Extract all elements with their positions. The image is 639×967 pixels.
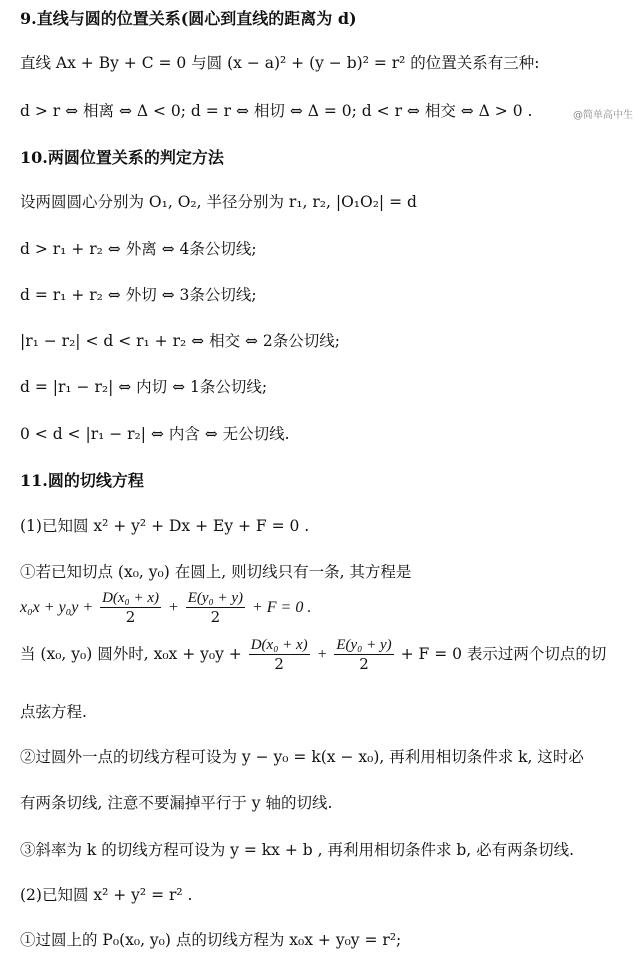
line-distance-cases: d > r ⇔ 相离 ⇔ Δ < 0; d = r ⇔ 相切 ⇔ Δ = 0; d < r ⇔ 相交 ⇔ Δ > 0 .: [20, 102, 533, 120]
line-chord-cont: 点弦方程.: [20, 703, 87, 721]
fraction-e-numerator: E(y₀ + y): [187, 590, 244, 606]
line-tangent-point-on-circle: ①若已知切点 (x₀, y₀) 在圆上, 则切线只有一条, 其方程是: [20, 563, 412, 581]
line-tangent-from-external: ②过圆外一点的切线方程可设为 y − y₀ = k(x − x₀), 再利用相切条件求 k, 这时必: [20, 748, 584, 766]
line-case-external-separate: d > r₁ + r₂ ⇔ 外离 ⇔ 4条公切线;: [20, 240, 257, 258]
eq-lhs: x₀x + y₀y +: [20, 599, 94, 616]
fraction-d-numerator: D(x₀ + x): [102, 590, 160, 606]
watermark: @简单高中生: [573, 110, 633, 121]
line-two-circles-setup: 设两圆圆心分别为 O₁, O₂, 半径分别为 r₁, r₂, |O₁O₂| = d: [20, 193, 417, 211]
section-10-title: 10.两圆位置关系的判定方法: [20, 148, 224, 167]
line-tangent-equation: x₀x + y₀y + $\frac{\text{D(x₀ + x)}}{2}$ + $\frac{\text{E(y₀ + y)}}{2}$ + F = 0 .: [20, 590, 312, 626]
fraction-e-denominator: 2: [210, 608, 221, 626]
line-two-tangents-note: 有两条切线, 注意不要漏掉平行于 y 轴的切线.: [20, 794, 333, 812]
line-circle-relations-intro: 直线 Ax + By + C = 0 与圆 (x − a)² + (y − b)² = r² 的位置关系有三种:: [20, 54, 540, 72]
line-case-intersect: |r₁ − r₂| < d < r₁ + r₂ ⇔ 相交 ⇔ 2条公切线;: [20, 332, 340, 350]
line-case-internal-tangent: d = |r₁ − r₂| ⇔ 内切 ⇔ 1条公切线;: [20, 378, 268, 396]
fraction-e2: $\frac{\text{E(y₀ + y)}}{2}$: [336, 637, 392, 673]
section-11-title: 11.圆的切线方程: [20, 471, 144, 490]
section-9-title: 9.直线与圆的位置关系(圆心到直线的距离为 d): [20, 9, 357, 28]
fraction-d2: $\frac{\text{D(x₀ + x)}}{2}$: [250, 637, 308, 673]
fraction-d: [100, 590, 161, 626]
line-chord-of-contact: 当 (x₀, y₀) 圆外时, x₀x + y₀y + $\frac{\text{D(x₀ + x)}}{2}$ + $\frac{\text{E(y₀ + y)}}{2}$ + F = 0 表示过两个切点的切: [20, 637, 607, 673]
line-standard-circle: (2)已知圆 x² + y² = r² .: [20, 886, 193, 904]
line-slope-k-tangent: ③斜率为 k 的切线方程可设为 y = kx + b , 再利用相切条件求 b, 必有两条切线.: [20, 841, 575, 859]
line-case-external-tangent: d = r₁ + r₂ ⇔ 外切 ⇔ 3条公切线;: [20, 286, 257, 304]
fraction-e: [186, 590, 245, 626]
line-general-circle: (1)已知圆 x² + y² + Dx + Ey + F = 0 .: [20, 517, 310, 535]
fraction-d-denominator: 2: [125, 608, 136, 626]
eq-rhs: + F = 0 .: [251, 599, 312, 616]
line-case-contained: 0 < d < |r₁ − r₂| ⇔ 内含 ⇔ 无公切线.: [20, 425, 290, 443]
line-tangent-at-point: ①过圆上的 P₀(x₀, y₀) 点的切线方程为 x₀x + y₀y = r²;: [20, 931, 402, 949]
